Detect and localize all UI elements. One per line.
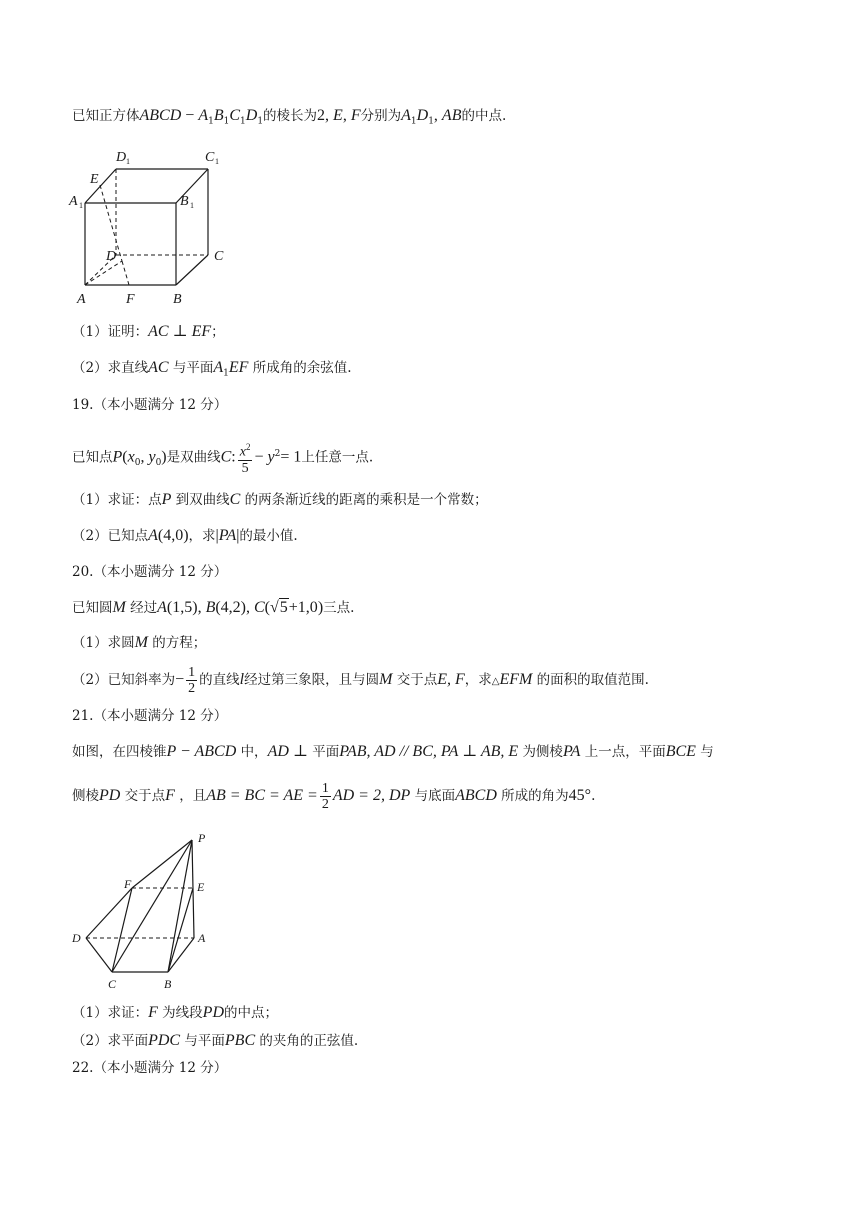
label-E: E	[197, 880, 205, 894]
q21-part1: （1）求证：F 为线段PD的中点；	[72, 1004, 278, 1021]
label-E: E	[90, 172, 99, 187]
q18-stem: 已知正方体ABCD − $A_1B_1C_1D_1$的棱长为2, E, F分别为$A_1D_1$, AB的中点.	[72, 107, 507, 127]
label-A: A	[198, 931, 206, 945]
q21-stem-line1: 如图，在四棱锥P − ABCD 中，AD ⊥ 平面PAB, AD // BC, PA ⊥ AB, E 为侧棱PA 上一点，平面BCE 与	[72, 743, 714, 760]
q21-part2: （2）求平面PDC 与平面PBC 的夹角的正弦值.	[72, 1032, 359, 1049]
q20-part1: （1）求圆M 的方程；	[72, 634, 207, 651]
q21-stem-line2: 侧棱PD 交于点F ，且AB = BC = AE = $\frac{1}{2}$ AD = 2, DP 与底面ABCD 所成的角为45°.	[72, 781, 596, 812]
q18-part1: （1）证明：AC ⊥ EF；	[72, 323, 225, 340]
q19-part2: （2）已知点A(4,0)，求|PA|的最小值.	[72, 527, 298, 544]
label-D: D	[72, 931, 81, 945]
q18-part2: （2）求直线AC 与平面$A_1EF$ 所成角的余弦值.	[72, 359, 352, 379]
cube-figure	[66, 145, 236, 310]
label-A1: A	[69, 194, 78, 209]
svg-text:1: 1	[190, 201, 194, 210]
q19-header: 19.（本小题满分 12 分）	[72, 397, 228, 413]
label-F: F	[124, 877, 132, 891]
q19-stem: 已知点$P(x_0$, $y_0$)是双曲线C: $\frac{x^2}{5}$ − $y^2= 1$上任意一点.	[72, 442, 374, 476]
label-B1: B	[180, 194, 189, 209]
label-B: B	[164, 977, 172, 991]
label-C: C	[214, 249, 224, 264]
label-D1: D	[116, 150, 127, 165]
label-B: B	[173, 292, 182, 307]
svg-text:1: 1	[126, 157, 130, 166]
label-C: C	[108, 977, 117, 991]
svg-text:1: 1	[79, 201, 83, 210]
label-F: F	[126, 292, 135, 307]
svg-text:1: 1	[215, 157, 219, 166]
q21-header: 21.（本小题满分 12 分）	[72, 708, 228, 724]
q19-part1: （1）求证：点P 到双曲线C 的两条渐近线的距离的乘积是一个常数；	[72, 491, 488, 508]
label-A: A	[77, 292, 86, 307]
label-C1: C	[205, 150, 215, 165]
label-D: D	[106, 249, 117, 264]
q20-part2: （2）已知斜率为− $\frac{1}{2}$ 的直线l经过第三象限，且与圆M 交于点E, F，求△EFM 的面积的取值范围.	[72, 665, 649, 696]
label-P: P	[198, 831, 206, 845]
q20-stem: 已知圆M 经过A(1,5), B(4,2), C(√5+1,0)三点.	[72, 599, 355, 616]
pyramid-figure	[66, 828, 226, 996]
q22-header: 22.（本小题满分 12 分）	[72, 1060, 228, 1076]
q20-header: 20.（本小题满分 12 分）	[72, 564, 228, 580]
